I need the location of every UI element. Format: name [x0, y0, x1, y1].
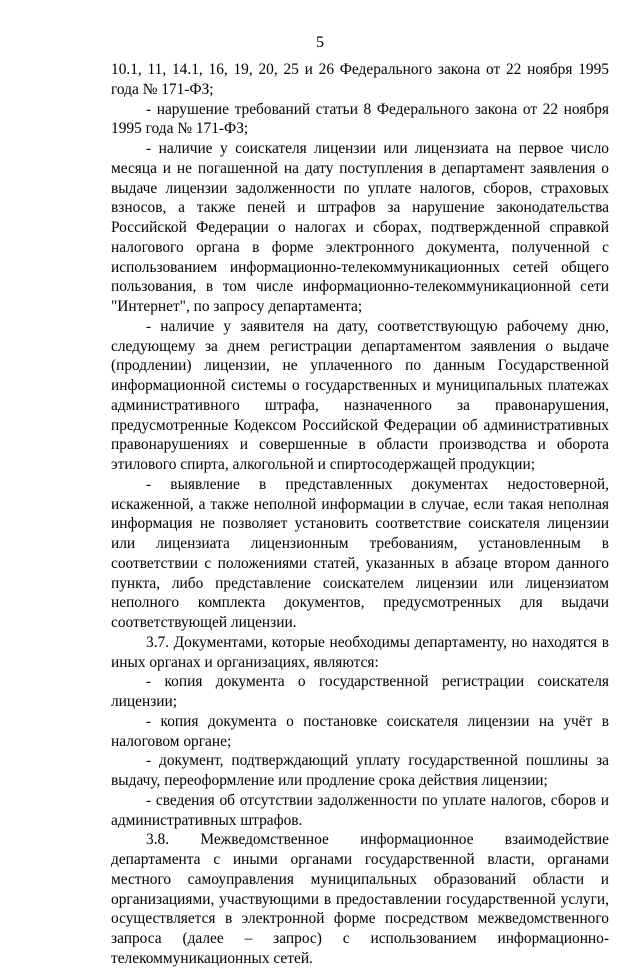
paragraph-no-debt-info: - сведения об отсутствии задолженности по уплате налогов, сборов и административных штрафов.: [111, 791, 609, 829]
document-body: [111, 60, 609, 969]
page-number: 5: [316, 34, 324, 51]
paragraph-state-fee-document: - документ, подтверждающий уплату государственной пошлины за выдачу, переоформление или продление срока действия лицензии;: [111, 752, 609, 789]
paragraph-law-articles: 10.1, 11, 14.1, 16, 19, 20, 25 и 26 Федерального закона от 22 ноября 1995 года № 171-ФЗ;: [111, 61, 609, 98]
paragraph-false-information: - выявление в представленных документах недостоверной, искаженной, а также неполной информации в случае, если такая неполная информация не позволяет установить соответствие соискателя лицензии или лицензиата лицензионным требованиям, установленным в соответствии с положениями статей, указанных в абзаце втором данного пункта, либо представление соискателем лицензии или лицензиатом неполного комплекта документов, предусмотренных для выдачи соответствующей лицензии.: [111, 475, 609, 631]
paragraph-tax-registration-copy: - копия документа о постановке соискателя лицензии на учёт в налоговом органе;: [111, 712, 609, 750]
paragraph-registration-copy: - копия документа о государственной регистрации соискателя лицензии;: [111, 673, 609, 710]
paragraph-unpaid-fine: - наличие у заявителя на дату, соответствующую рабочему дню, следующему за днем регистрации департаментом заявления о выдаче (продлении) лицензии, не уплаченного по данным Государственной информационной системы о государственных и муниципальных платежах административного штрафа, назначенного за правонарушения, предусмотренные Кодексом Российской Федерации об административных правонарушениях и совершенные в области производства и оборота этилового спирта, алкогольной и спиртосодержащей продукции;: [111, 317, 609, 473]
paragraph-tax-debt: - наличие у соискателя лицензии или лицензиата на первое число месяца и не погашенной на дату поступления в департамент заявления о выдаче лицензии задолженности по уплате налогов, сборов, страховых взносов, а также пеней и штрафов за нарушение законодательства Российской Федерации о налогах и сборах, подтвержденной справкой налогового органа в форме электронного документа, полученной с использованием информационно-телекоммуникационных сетей общего пользования, в том числе информационно-телекоммуникационной сети "Интернет", по запросу департамента;: [111, 140, 609, 315]
paragraph-3-8: 3.8. Межведомственное информационное взаимодействие департамента с иными органами государственной власти, органами местного самоуправления муниципальных образований области и организациями, участвующими в предоставлении государственной услуги, осуществляется в электронной форме посредством межведомственного запроса (далее – запрос) с использованием информационно-телекоммуникационных сетей.: [111, 831, 609, 967]
paragraph-3-7: 3.7. Документами, которые необходимы департаменту, но находятся в иных органах и организациях, являются:: [111, 633, 609, 671]
paragraph-article-8-violation: - нарушение требований статьи 8 Федерального закона от 22 ноября 1995 года № 171-ФЗ;: [111, 100, 609, 138]
